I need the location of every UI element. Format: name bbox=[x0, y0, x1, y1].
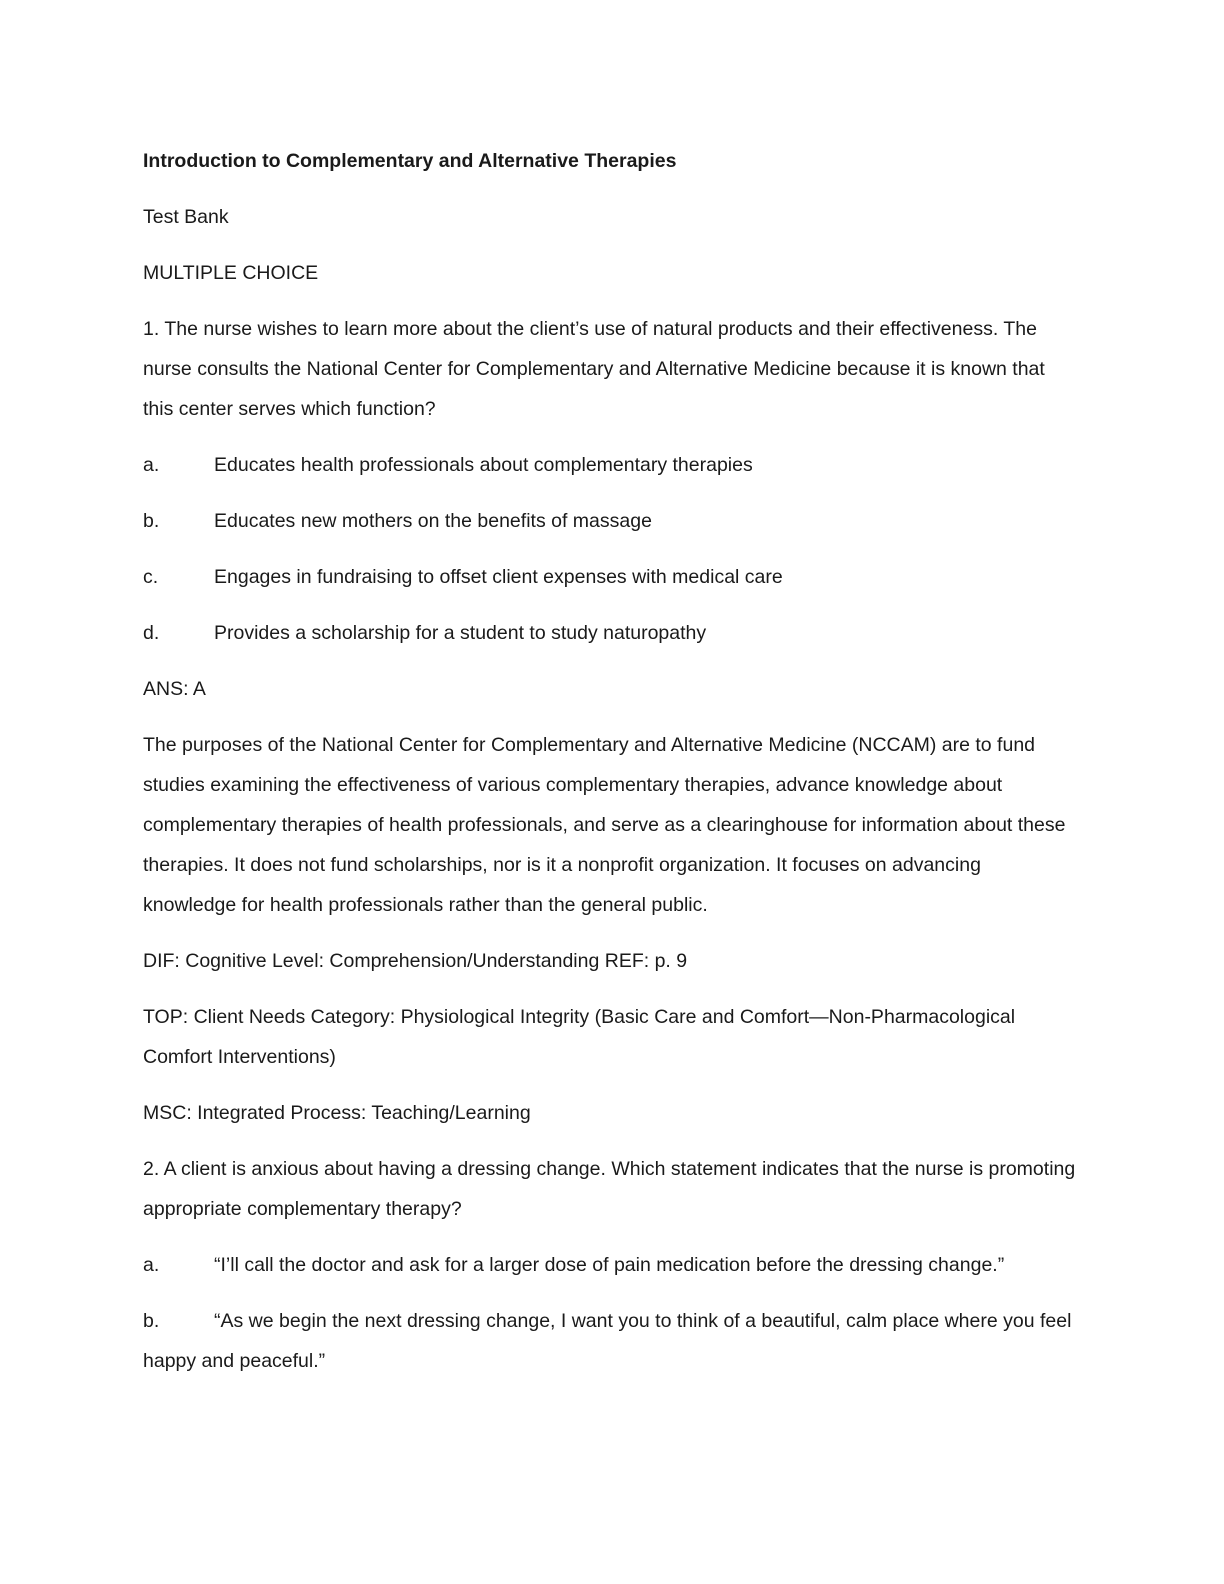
option-text: “I’ll call the doctor and ask for a larger dose of pain medication before the dressing change.” bbox=[214, 1254, 1005, 1276]
question-2-stem: 2. A client is anxious about having a dressing change. Which statement indicates that the nurse is promoting appropriate complementary therapy? bbox=[143, 1158, 1076, 1220]
question-1-stem: 1. The nurse wishes to learn more about the client’s use of natural products and their effectiveness. The nurse consults the National Center for Complementary and Alternative Medicine because it is known that this center serves which function? bbox=[143, 318, 1045, 420]
option-letter: d. bbox=[143, 622, 160, 644]
option-text: “As we begin the next dressing change, I want you to think of a beautiful, calm place where you feel happy and peaceful.” bbox=[143, 1310, 1072, 1372]
document-subtitle: Test Bank bbox=[143, 206, 229, 228]
option-text: Educates health professionals about complementary therapies bbox=[214, 454, 753, 476]
option-letter: c. bbox=[143, 566, 159, 588]
option-text: Engages in fundraising to offset client expenses with medical care bbox=[214, 566, 783, 588]
question-1-rationale: The purposes of the National Center for Complementary and Alternative Medicine (NCCAM) are to fund studies examining the effectiveness of various complementary therapies, advance knowledge about complementary therapies of health professionals, and serve as a clearinghouse for information about these therapies. It does not fund scholarships, nor is it a nonprofit organization. It focuses on advancing knowledge for health professionals rather than the general public. bbox=[143, 734, 1066, 916]
document-body bbox=[143, 141, 1078, 1397]
question-1-option-a bbox=[143, 445, 1078, 485]
question-1-option-b bbox=[143, 501, 1078, 541]
question-1-option-c bbox=[143, 557, 1078, 597]
option-letter: a. bbox=[143, 1254, 160, 1276]
question-1-answer: ANS: A bbox=[143, 678, 206, 700]
section-heading: MULTIPLE CHOICE bbox=[143, 262, 319, 284]
option-text: Provides a scholarship for a student to study naturopathy bbox=[214, 622, 707, 644]
document-title: Introduction to Complementary and Alternative Therapies bbox=[143, 150, 677, 172]
question-1-dif: DIF: Cognitive Level: Comprehension/Understanding REF: p. 9 bbox=[143, 950, 688, 972]
option-letter: b. bbox=[143, 510, 160, 532]
question-1-option-d bbox=[143, 613, 1078, 653]
option-letter: b. bbox=[143, 1310, 160, 1332]
question-2-option-b bbox=[143, 1301, 1078, 1381]
option-text: Educates new mothers on the benefits of massage bbox=[214, 510, 652, 532]
option-letter: a. bbox=[143, 454, 160, 476]
question-2-option-a bbox=[143, 1245, 1078, 1285]
question-1-top: TOP: Client Needs Category: Physiological Integrity (Basic Care and Comfort—Non-Pharmacological Comfort Interventions) bbox=[143, 1006, 1016, 1068]
question-1-msc: MSC: Integrated Process: Teaching/Learning bbox=[143, 1102, 531, 1124]
